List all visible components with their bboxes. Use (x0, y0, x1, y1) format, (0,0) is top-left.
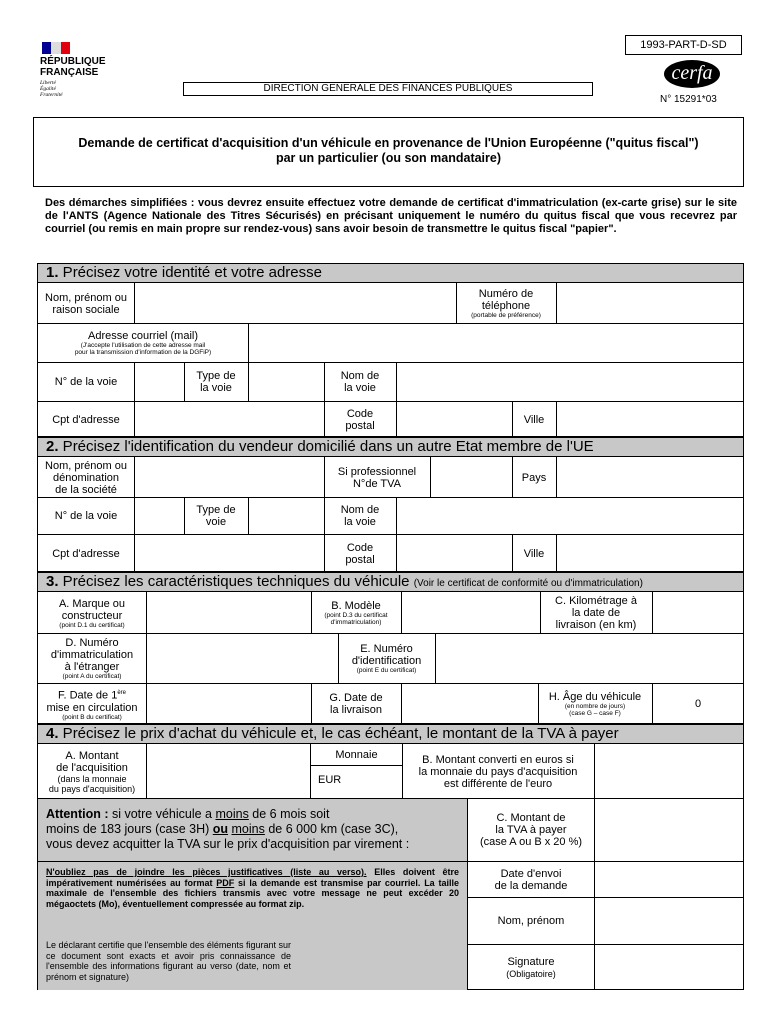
section-2-number: 2. (46, 438, 59, 455)
note-rest-a: Elles doivent être impérativement numérisées au format (46, 867, 460, 888)
att-l3: vous devez acquitter la TVA sur le prix d'acquisition par virement : (46, 837, 410, 851)
s3-d-note: (point A du certificat) (62, 673, 122, 680)
s4-c-input[interactable] (595, 799, 743, 860)
s3-g-label2: la livraison (330, 704, 382, 716)
note-pdf: PDF (216, 877, 235, 888)
s1-city-label: Ville (523, 413, 545, 426)
s4-sig-label2: (Obligatoire) (506, 968, 556, 979)
s4-a-note2: du pays d'acquisition) (48, 783, 136, 794)
s3-h-value-field[interactable] (653, 684, 743, 724)
s2-addr-extra-label: Cpt d'adresse (52, 547, 120, 560)
declaration-text: Le déclarant certifie que l'ensemble des éléments figurant sur ce document sont exacts et avoir pris connaissance de l'ensemble des informations figurant au verso (date, nom et prénom et signature) (46, 940, 291, 982)
att-bold: Attention : (46, 807, 109, 821)
s1-zip-label: Code (346, 407, 374, 420)
s3-h-value: 0 (694, 698, 702, 710)
s3-a-label: A. Marque ou (58, 597, 126, 610)
s4-b-label: B. Montant converti en euros si (422, 753, 574, 766)
title-line2: par un particulier (ou son mandataire) (275, 151, 502, 165)
s3-h-note1: (en nombre de jours) (564, 703, 626, 710)
section-2-header (37, 437, 744, 457)
s4-date-label2: de la demande (494, 879, 568, 892)
s3-a-input[interactable] (147, 593, 310, 632)
s2-city-label: Ville (523, 547, 545, 560)
s4-c-label2: la TVA à payer (495, 824, 567, 836)
s3-f-input[interactable] (147, 684, 310, 723)
att-moins2: moins (231, 822, 265, 836)
motto-fraternite: Fraternité (40, 92, 63, 98)
s2-street-type-label2: voie (205, 516, 227, 528)
s3-d-label2: d'immatriculation (50, 649, 134, 661)
s1-email-note2: pour la transmission d'information de la DGFiP) (74, 349, 212, 356)
motto-liberte: Liberté (40, 80, 56, 86)
s4-b-input[interactable] (595, 745, 743, 797)
s4-b-label2: la monnaie du pays d'acquisition (418, 765, 578, 778)
section-4-header (37, 724, 744, 744)
s4-b-label3: est différente de l'euro (443, 777, 553, 790)
s4-currency-value: EUR (318, 774, 342, 786)
s2-pro-label2: N°de TVA (352, 477, 401, 490)
s3-e-note: (point E du certificat) (356, 667, 417, 674)
s4-a-label2: de l'acquisition (56, 761, 128, 774)
s1-street-name-label2: la voie (344, 382, 376, 394)
s4-date-input[interactable] (595, 862, 743, 896)
s1-name-label2: raison sociale (52, 303, 120, 316)
s1-street-type-label2: la voie (200, 382, 232, 394)
section-4-title: Précisez le prix d'achat du véhicule et, le cas échéant, le montant de la TVA à payer (58, 725, 619, 742)
s3-f-note: (point B du certificat) (62, 713, 122, 721)
s2-city-input[interactable] (557, 535, 743, 571)
s3-b-input[interactable] (402, 593, 539, 632)
s4-name-label: Nom, prénom (497, 915, 565, 927)
s1-addr-extra-label: Cpt d'adresse (52, 413, 120, 426)
s4-c-label: C. Montant de (496, 812, 566, 824)
s3-h-label: H. Âge du véhicule (548, 691, 642, 703)
section-1-header (37, 263, 744, 283)
s2-street-no-input[interactable] (135, 498, 184, 533)
s2-street-name-label2: la voie (344, 516, 376, 528)
s2-name-label: Nom, prénom ou (45, 459, 127, 472)
s2-country-input[interactable] (557, 458, 743, 496)
s1-street-name-input[interactable] (397, 363, 743, 400)
cerfa-text: cerfa (671, 62, 713, 84)
s1-email-input[interactable] (249, 324, 743, 361)
attention-box (38, 799, 467, 861)
s1-phone-label: Numéro de (478, 288, 534, 300)
republique-logo (40, 42, 115, 108)
directorate-label: DIRECTION GENERALE DES FINANCES PUBLIQUES (263, 83, 513, 94)
section-3-title: Précisez les caractéristiques techniques du véhicule (58, 573, 410, 590)
marianne-flag-icon (42, 42, 70, 54)
att-l2c: de 6 000 km (case 3C), (264, 822, 399, 836)
s3-f-label2: mise en circulation (46, 701, 138, 714)
s1-zip-label2: postal (345, 419, 375, 432)
s3-d-label3: à l'étranger (64, 661, 120, 673)
s1-street-type-label: Type de (196, 370, 236, 382)
s1-name-input[interactable] (135, 284, 455, 322)
s3-e-label: E. Numéro (360, 643, 413, 655)
s4-a-input[interactable] (147, 745, 310, 797)
s2-street-type-label: Type de (196, 504, 236, 516)
s2-name-label3: de la société (55, 483, 117, 496)
s4-sig-label: Signature (507, 955, 555, 968)
section-3-title-note: (Voir le certificat de conformité ou d'immatriculation) (413, 578, 643, 589)
s3-e-label2: d'identification (351, 655, 422, 667)
s4-currency-label: Monnaie (335, 749, 378, 761)
note-rest-b: si la demande est transmise par courriel. La taille maximale de l'ensemble des fichiers transmis avec votre message ne peut excéder 20 mégaoctets (Mo), éventuellement compressée au format zip. (46, 877, 459, 909)
s4-c-label3: (case A ou B x 20 %) (479, 836, 583, 848)
s2-street-type-input[interactable] (249, 498, 324, 533)
s4-date-label: Date d'envoi (500, 867, 562, 880)
s3-d-input[interactable] (147, 634, 337, 682)
s3-a-note: (point D.1 du certificat) (59, 621, 125, 629)
s2-street-name-label: Nom de (340, 504, 380, 516)
s1-name-label: Nom, prénom ou (45, 291, 127, 304)
note-underlined: N'oubliez pas de joindre les pièces justificatives (liste au verso). (46, 867, 367, 877)
s1-city-input[interactable] (557, 402, 743, 436)
s3-b-note2: d'immatriculation) (330, 619, 382, 626)
s1-zip-input[interactable] (397, 402, 511, 436)
s2-street-name-input[interactable] (397, 498, 743, 533)
intro-text: Des démarches simplifiées : vous devrez ensuite effectuez votre demande de certificat d'immatriculation (ex-carte grise) sur le site de l'ANTS (Agence Nationale des Titres Sécurisés) en précisant uniquement le numéro du quitus fiscal que vous recevrez par courriel (ou remis en main propre sur rendez-vous) sans avoir besoin de transmettre le quitus fiscal "papier". (45, 197, 737, 235)
form-code: 1993-PART-D-SD (640, 39, 727, 51)
s3-a-label2: constructeur (61, 609, 123, 622)
s4-signature-input[interactable] (595, 945, 743, 989)
s2-name-input[interactable] (135, 458, 323, 496)
s3-b-label: B. Modèle (331, 600, 381, 612)
section-1-title: Précisez votre identité et votre adresse (58, 264, 322, 281)
s1-street-name-label: Nom de (340, 370, 380, 382)
s2-zip-label: Code (346, 541, 374, 554)
s2-addr-extra-input[interactable] (135, 535, 323, 571)
republic-line2: FRANÇAISE (40, 67, 99, 78)
s3-c-label3: livraison (en km) (555, 619, 637, 631)
title-box (33, 117, 744, 187)
att-ou: ou (212, 822, 229, 836)
s3-b-note1: (point D.3 du certificat (324, 612, 388, 619)
directorate-box (183, 82, 593, 96)
notes-box (38, 862, 467, 990)
s4-name-input[interactable] (595, 898, 743, 943)
title-line1: Demande de certificat d'acquisition d'un véhicule en provenance de l'Union Européenne ("quitus fiscal") (78, 136, 699, 150)
s1-email-label: Adresse courriel (mail) (87, 330, 199, 342)
s2-name-label2: dénomination (52, 471, 120, 484)
s3-c-label2: la date de (571, 607, 621, 619)
s3-f-sup: ère (117, 690, 126, 697)
s4-currency-field[interactable] (318, 774, 341, 786)
s1-phone-input[interactable] (557, 284, 743, 322)
motto-egalite: Égalité (40, 86, 56, 92)
s2-zip-input[interactable] (397, 535, 511, 571)
section-1-number: 1. (46, 264, 59, 281)
cerfa-logo (664, 60, 720, 88)
s4-a-label: A. Montant (65, 749, 119, 762)
s3-c-input[interactable] (653, 593, 743, 632)
cerfa-number: N° 15291*03 (660, 94, 717, 105)
s3-f-label: F. Date de 1 (58, 689, 118, 702)
s3-g-label: G. Date de (329, 692, 383, 704)
s3-e-input[interactable] (436, 634, 743, 682)
section-3-number: 3. (46, 573, 59, 590)
s2-country-label: Pays (521, 471, 547, 484)
att-l1a: si votre véhicule a (108, 807, 216, 821)
republic-line1: RÉPUBLIQUE (40, 56, 106, 67)
section-2-title: Précisez l'identification du vendeur domicilié dans un autre Etat membre de l'UE (58, 438, 594, 455)
att-l1b: de 6 mois soit (248, 807, 330, 821)
s3-c-label: C. Kilométrage à (555, 595, 637, 607)
s1-phone-label2: téléphone (481, 300, 531, 312)
s3-h-note2: (case G – case F) (569, 710, 621, 717)
s1-street-no-input[interactable] (135, 363, 184, 400)
att-moins1: moins (215, 807, 249, 821)
s2-street-no-label: N° de la voie (54, 510, 118, 522)
section-4-number: 4. (46, 725, 59, 742)
s1-addr-extra-input[interactable] (135, 402, 323, 436)
s2-zip-label2: postal (345, 553, 375, 566)
s1-street-no-label: N° de la voie (54, 376, 118, 388)
form-code-box (625, 35, 742, 55)
att-l2a: moins de 183 jours (case 3H) (46, 822, 213, 836)
s1-email-note1: (J'accepte l'utilisation de cette adresse mail (80, 342, 206, 349)
s4-a-note1: (dans la monnaie (57, 773, 127, 784)
s1-street-type-input[interactable] (249, 363, 324, 400)
s1-phone-note: (portable de préférence) (471, 312, 541, 319)
s2-vat-input[interactable] (431, 458, 511, 496)
s3-d-label: D. Numéro (65, 637, 119, 649)
s3-g-input[interactable] (402, 684, 537, 723)
s2-pro-label: Si professionnel (337, 465, 417, 478)
section-3-header (37, 572, 744, 592)
